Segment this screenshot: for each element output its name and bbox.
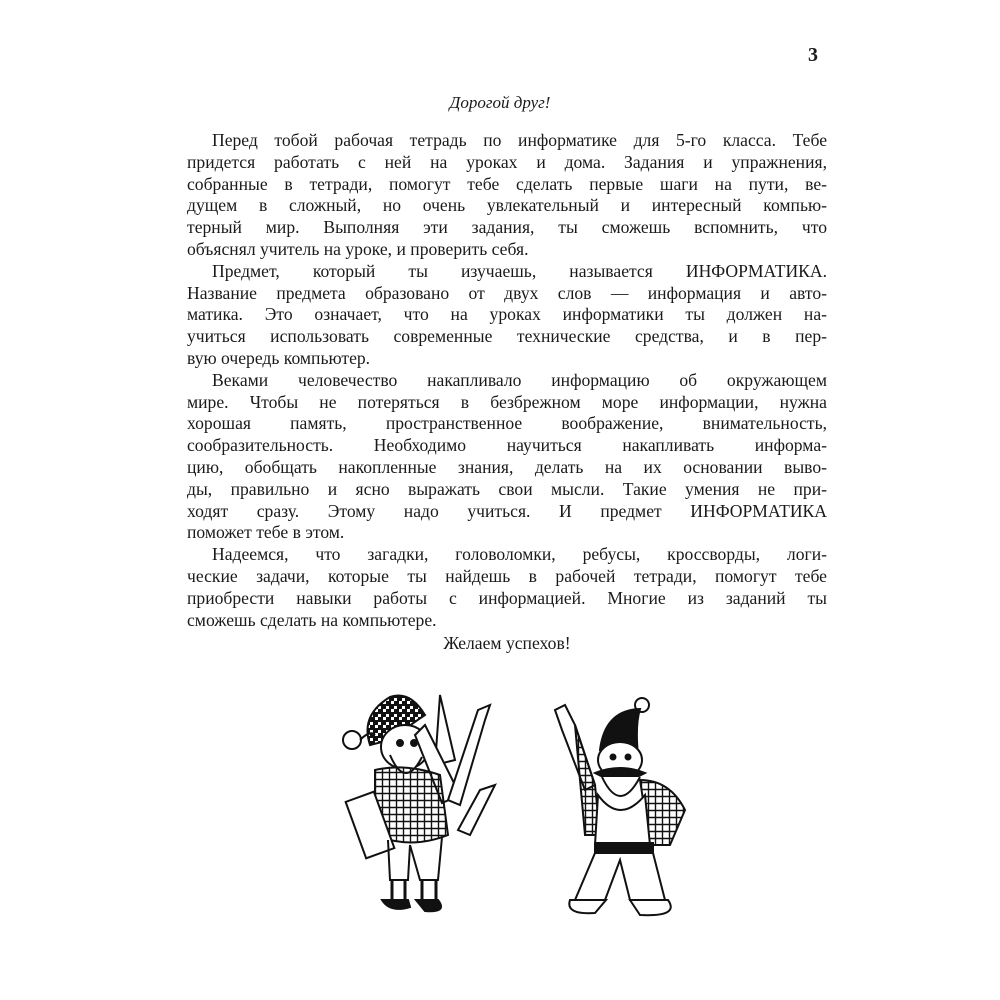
text-line: Название предмета образовано от двух слов — информация и авто- [187,282,827,303]
text-line: сможешь сделать на компьютере. [187,609,437,630]
text-line: собранные в тетради, помогут тебе сделать первые шаги на пути, ве- [187,173,827,194]
text-line: сообразительность. Необходимо научиться накапливать информа- [187,435,827,456]
text-line: вую очередь компьютер. [187,347,371,368]
closing-wish: Желаем успехов! [443,633,571,654]
gnome-with-pencils-illustration [330,685,500,925]
text-line: цию, обобщать накопленные знания, делать на их основании выво- [187,456,827,477]
text-line: ходят сразу. Этому надо учиться. И предмет ИНФОРМАТИКА [187,500,827,521]
text-line: ды, правильно и ясно выражать свои мысли. Такие умения не при- [187,478,827,499]
text-line: мире. Чтобы не потеряться в безбрежном море информации, нужна [187,391,827,412]
text-line: Надеемся, что загадки, головоломки, ребусы, кроссворды, логи- [212,544,827,565]
text-line: Веками человечество накапливало информацию об окружающем [212,369,827,390]
text-line: поможет тебе в этом. [187,522,345,543]
text-line: Перед тобой рабочая тетрадь по информатике для 5-го класса. Тебе [212,130,827,150]
text-line: приобрести навыки работы с информацией. Многие из заданий ты [187,587,827,608]
text-line: объяснял учитель на уроке, и проверить себя. [187,238,529,259]
waving-gnome-illustration [540,695,710,925]
text-line: терный мир. Выполняя эти задания, ты сможешь вспомнить, что [187,217,827,238]
text-line: Предмет, который ты изучаешь, называется ИНФОРМАТИКА. [212,260,827,281]
page-number: 3 [808,44,818,66]
text-line: ческие задачи, которые ты найдешь в рабочей тетради, помогут тебе [187,565,827,586]
page-heading: Дорогой друг! [449,93,551,112]
text-line: дущем в сложный, но очень увлекательный и интересный компью- [187,195,827,216]
text-line: матика. Это означает, что на уроках информатики ты должен на- [187,304,827,325]
text-line: учиться использовать современные технические средства, и в пер- [187,326,827,347]
letter-body [187,130,827,655]
text-line: хорошая память, пространственное воображение, внимательность, [187,413,827,434]
text-line: придется работать с ней на уроках и дома. Задания и упражнения, [187,151,827,172]
